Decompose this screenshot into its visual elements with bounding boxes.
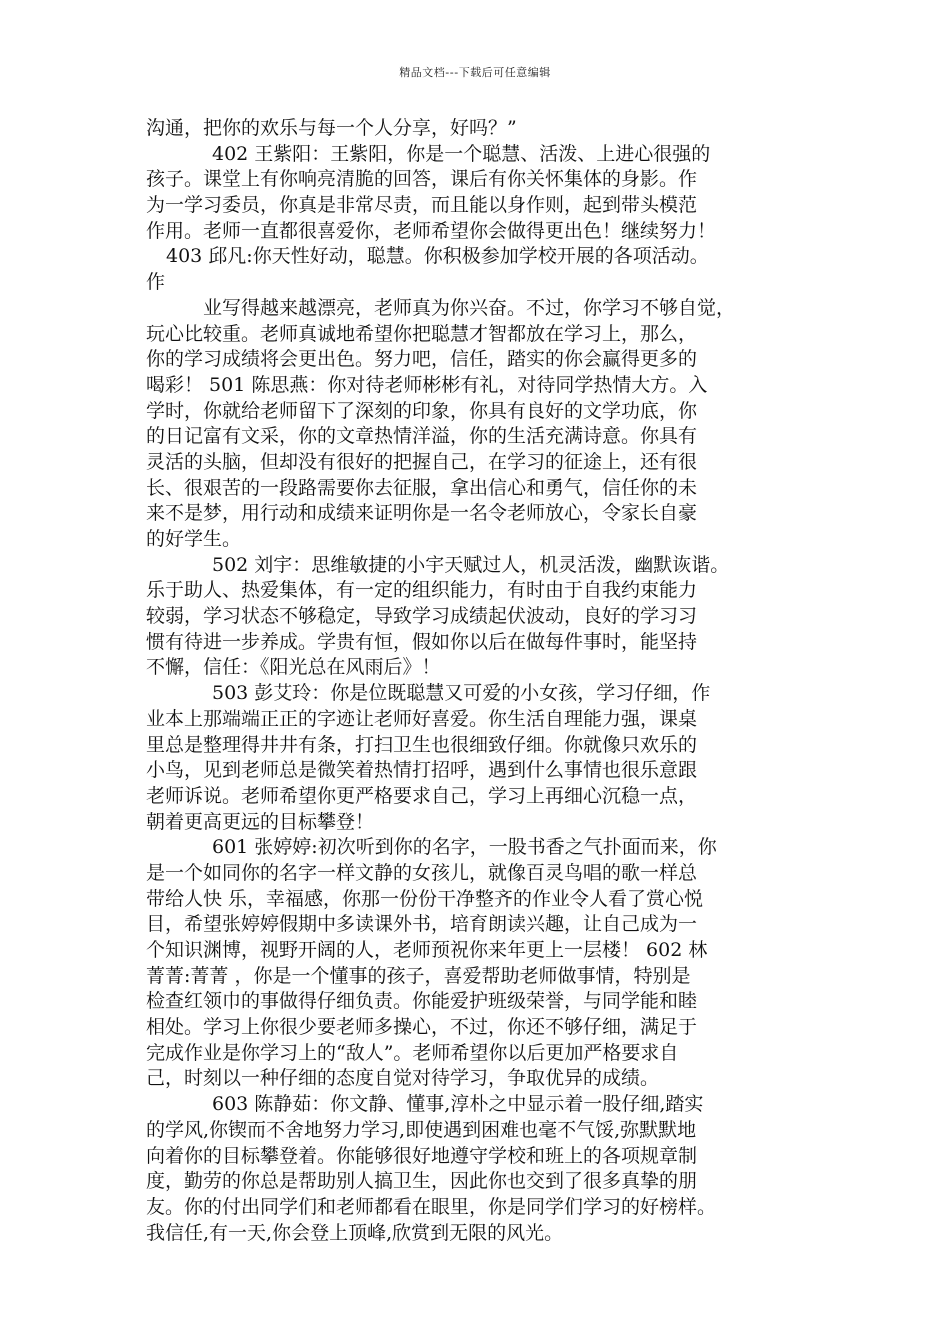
text-line: 孩子。课堂上有你响亮清脆的回答，课后有你关怀集体的身影。作	[146, 168, 698, 191]
text-line: 我信任,有一天,你会登上顶峰,欣赏到无限的风光。	[146, 1221, 564, 1244]
text-line: 为一学习委员，你真是非常尽责，而且能以身作则，起到带头模范	[146, 194, 698, 217]
text-line: 作用。老师一直都很喜爱你，老师希望你会做得更出色！继续努力！	[146, 219, 717, 242]
text-line: 惯有待进一步养成。学贵有恒，假如你以后在做每件事时，能坚持	[146, 630, 698, 653]
text-line: 601 张婷婷:初次听到你的名字，一股书香之气扑面而来，你	[212, 836, 717, 859]
text-line: 老师诉说。老师希望你更严格要求自己，学习上再细心沉稳一点，	[146, 784, 698, 807]
text-line: 相处。学习上你很少要老师多操心，不过，你还不够仔细，满足于	[146, 1016, 698, 1039]
text-line: 长、很艰苦的一段路需要你去征服，拿出信心和勇气，信任你的未	[146, 476, 698, 499]
text-line: 己，时刻以一种仔细的态度自觉对待学习，争取优异的成绩。	[146, 1067, 660, 1090]
text-line: 业本上那端端正正的字迹让老师好喜爱。你生活自理能力强，课桌	[146, 707, 698, 730]
text-line: 603 陈静茹：你文静、懂事,淳朴之中显示着一股仔细,踏实	[212, 1093, 704, 1116]
text-line: 喝彩！ 501 陈思燕：你对待老师彬彬有礼，对待同学热情大方。入	[146, 373, 708, 396]
text-line: 玩心比较重。老师真诚地希望你把聪慧才智都放在学习上，那么，	[146, 322, 698, 345]
text-line: 沟通，把你的欢乐与每一个人分享，好吗？”	[146, 117, 517, 139]
text-line: 目，希望张婷婷假期中多读课外书，培育朗读兴趣，让自己成为一	[146, 913, 698, 936]
text-line: 灵活的头脑，但却没有很好的把握自己，在学习的征途上，还有很	[146, 450, 698, 473]
text-line: 度，勤劳的你总是帮助别人搞卫生，因此你也交到了很多真挚的朋	[146, 1170, 698, 1193]
text-line: 乐于助人、热爱集体，有一定的组织能力，有时由于自我约束能力	[146, 579, 698, 602]
text-line: 403 邱凡:你天性好动，聪慧。你积极参加学校开展的各项活动。	[166, 245, 709, 268]
text-line: 小鸟，见到老师总是微笑着热情打招呼，遇到什么事情也很乐意跟	[146, 759, 698, 782]
text-line: 来不是梦，用行动和成绩来证明你是一名令老师放心，令家长自豪	[146, 502, 698, 525]
text-line: 完成作业是你学习上的“敌人”。老师希望你以后更加严格要求自	[146, 1041, 679, 1064]
text-line: 较弱，学习状态不够稳定，导致学习成绩起伏波动，良好的学习习	[146, 605, 698, 628]
text-line: 里总是整理得井井有条，打扫卫生也很细致仔细。你就像只欢乐的	[146, 733, 698, 756]
text-line: 检查红领巾的事做得仔细负责。你能爱护班级荣誉，与同学能和睦	[146, 990, 698, 1013]
text-line: 菁菁:菁菁 ，你是一个懂事的孩子，喜爱帮助老师做事情，特别是	[146, 964, 691, 987]
text-line: 的学风,你锲而不舍地努力学习,即使遇到困难也毫不气馁,弥默默地	[146, 1118, 697, 1141]
document-body	[146, 116, 811, 1246]
text-line: 是一个如同你的名字一样文静的女孩儿，就像百灵鸟唱的歌一样总	[146, 861, 698, 884]
text-line: 学时，你就给老师留下了深刻的印象，你具有良好的文学功底，你	[146, 399, 698, 422]
text-line: 503 彭艾玲：你是位既聪慧又可爱的小女孩，学习仔细，作	[212, 682, 711, 705]
page-header: 精品文档---下载后可任意编辑	[399, 66, 551, 79]
text-line: 带给人快 乐，幸福感，你那一份份干净整齐的作业令人看了赏心悦	[146, 887, 704, 910]
text-line: 作	[146, 271, 166, 294]
text-line: 朝着更高更远的目标攀登！	[146, 810, 375, 833]
text-line: 不懈，信任：《阳光总在风雨后》！	[146, 656, 441, 679]
text-line: 向着你的目标攀登着。你能够很好地遵守学校和班上的各项规章制	[146, 1144, 698, 1167]
text-line: 502 刘宇：思维敏捷的小宇天赋过人，机灵活泼，幽默诙谐。	[212, 553, 730, 576]
text-line: 友。你的付出同学们和老师都看在眼里，你是同学们学习的好榜样。	[146, 1195, 717, 1218]
text-line: 的好学生。	[146, 528, 242, 550]
text-line: 的日记富有文采，你的文章热情洋溢，你的生活充满诗意。你具有	[146, 425, 698, 448]
text-line: 402 王紫阳：王紫阳，你是一个聪慧、活泼、上进心很强的	[212, 142, 711, 165]
text-line: 个知识渊博，视野开阔的人，老师预祝你来年更上一层楼！ 602 林	[146, 939, 708, 961]
text-line: 你的学习成绩将会更出色。努力吧，信任，踏实的你会赢得更多的	[146, 348, 698, 371]
text-line: 业写得越来越漂亮，老师真为你兴奋。不过，你学习不够自觉，	[203, 296, 736, 319]
